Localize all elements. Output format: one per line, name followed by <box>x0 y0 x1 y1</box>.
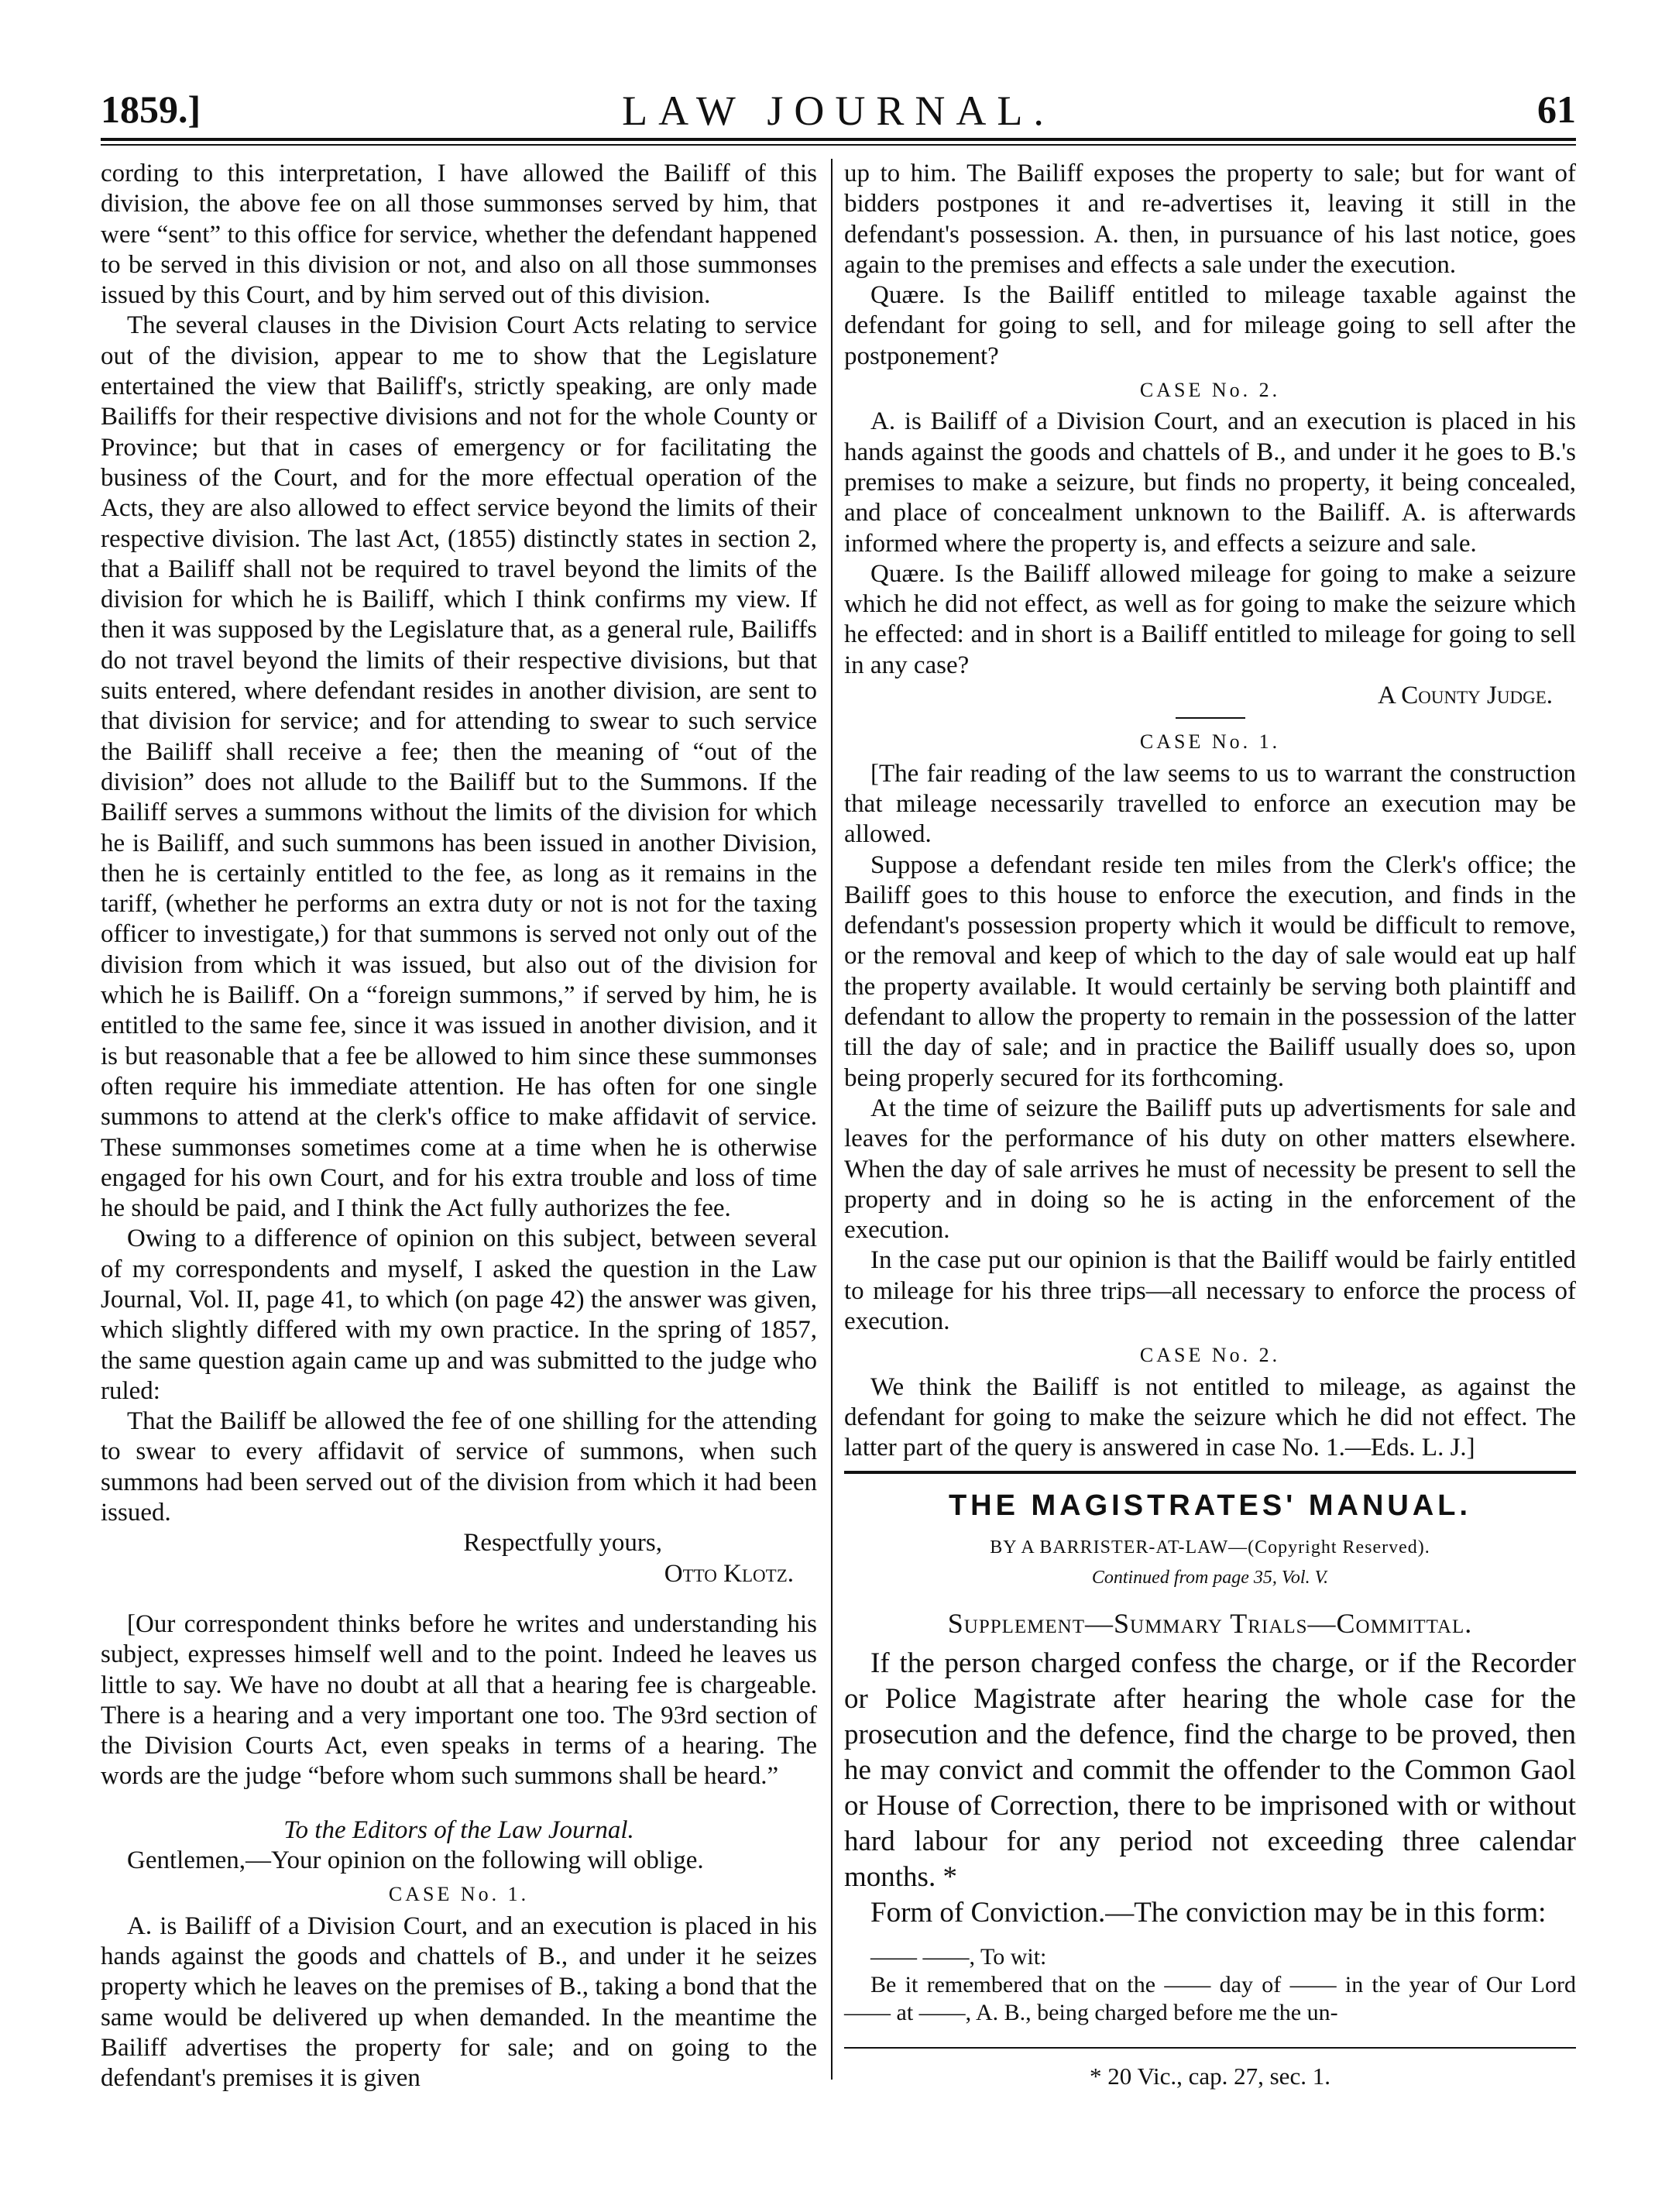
paragraph: Owing to a difference of opinion on this subject, between several of my correspondents and myself, I asked the question in the Law Journal, Vol. II, page 41, to which (on page 42) the answer was given, which slightly differed with my own practice. In the spring of 1857, the same question again came up and was submitted to the judge who ruled: <box>101 1224 817 1405</box>
editorial-reply: [Our correspondent thinks before he writes and understanding his subject, expresses himself well and to the point. Indeed he leaves us little to say. We have no doubt at all that a hearing fee is chargeable. There is a hearing and a very important one too. The 93rd section of the Division Courts Act, even speaks in terms of a hearing. The words are the judge “before whom such summons shall be heard.” <box>101 1609 817 1791</box>
signature: Otto Klotz. <box>664 1559 794 1588</box>
paragraph: up to him. The Bailiff exposes the property to sale; but for want of bidders postpones it and re-advertises it, leaving it still in the defendant's possession. A. then, in pursuance of his last notice, goes again to the premises and effects a sale under the execution. <box>844 160 1576 279</box>
section-rule <box>844 1471 1576 1474</box>
query: Quære. Is the Bailiff allowed mileage for going to make a seizure which he did not effect, as well as for going to make the seizure which he effected: and in short is a Bailiff entitled to mileage for going to sell in any case? <box>844 559 1576 679</box>
query: Quære. Is the Bailiff entitled to mileage taxable against the defendant for going to sell, and for mileage going to sell after the postponement? <box>844 281 1576 370</box>
footnote-rule <box>844 2047 1576 2049</box>
journal-title: LAW JOURNAL. <box>622 88 1055 134</box>
paragraph: A. is Bailiff of a Division Court, and an execution is placed in his hands against the goods and chattels of B., and under it he seizes property which he leaves on the premises of B., taking a bond that the same would be delivered up when demanded. In the meantime the Bailiff advertises the property for sale; and on going to the defendant's premises it is given <box>101 1911 817 2093</box>
paragraph: If the person charged confess the charge, or if the Recorder or Police Magistrate after hearing the whole case for the prosecution and the defence, find the charge to be proved, then he may convict and commit the offender to the Common Gaol or House of Correction, there to be imprisoned with or without hard labour for any period not exceeding three calendar months. * <box>844 1647 1576 1893</box>
paragraph: That the Bailiff be allowed the fee of one shilling for the attending to swear to every affidavit of service of summons, when such summons had been served out of the division from which it had been issued. <box>101 1407 817 1527</box>
case-heading: CASE No. 2. <box>1139 379 1281 402</box>
paragraph: We think the Bailiff is not entitled to mileage, as against the defendant for going to make the seizure which he did not effect. The latter part of the query is answered in case No. 1.—Eds. L. J.] <box>844 1372 1576 1462</box>
paragraph: Suppose a defendant reside ten miles from the Clerk's office; the Bailiff goes to this house to enforce the execution, and finds in the defendant's possession property which it would be difficult to remove, or the removal and keep of which to the day of sale would eat up half the property available. It would certainly be serving both plaintiff and defendant to allow the property to remain in the possession of the latter till the day of sale; and in practice the Bailiff usually does so, upon being properly secured for its forthcoming. <box>844 850 1576 1092</box>
form-text <box>844 1943 1576 2027</box>
salutation: Gentlemen,—Your opinion on the following will oblige. <box>127 1846 704 1875</box>
subsection-heading: Supplement—Summary Trials—Committal. <box>947 1608 1473 1640</box>
footnote: * 20 Vic., cap. 27, sec. 1. <box>1090 2062 1330 2090</box>
byline: BY A BARRISTER-AT-LAW—(Copyright Reserved). <box>990 1537 1430 1558</box>
paragraph: In the case put our opinion is that the Bailiff would be fairly entitled to mileage for his three trips—all necessary to enforce the process of execution. <box>844 1246 1576 1335</box>
closing-line: Respectfully yours, <box>463 1529 662 1558</box>
running-header <box>101 87 1576 133</box>
right-column <box>844 159 1576 2091</box>
page-number: 61 <box>1537 88 1576 131</box>
header-year: 1859.] <box>101 88 201 131</box>
signature: A County Judge. <box>1378 682 1553 710</box>
form-line: Be it remembered that on the —— day of —— in the year of Our Lord —— at ——, A. B., being charged before me the un- <box>844 1971 1576 2025</box>
divider <box>1176 717 1245 719</box>
header-rule-thin <box>101 144 1576 146</box>
section-title: THE MAGISTRATES' MANUAL. <box>948 1489 1472 1523</box>
paragraph: At the time of seizure the Bailiff puts up advertisments for sale and leaves for the performance of his duty on other matters elsewhere. When the day of sale arrives he must of necessity be present to sell the property and in doing so he is acting in the enforcement of the execution. <box>844 1094 1576 1245</box>
left-column <box>101 159 817 2094</box>
letter-heading: To the Editors of the Law Journal. <box>283 1815 634 1844</box>
paragraph: cording to this interpretation, I have allowed the Bailiff of this division, the above fee on all those summonses served by him, that were “sent” to this office for service, whether the defendant happened to be served in this division or not, and also on all those summonses issued by this Court, and by him served out of this division. <box>101 160 817 310</box>
form-line: —— ——, To wit: <box>870 1943 1047 1970</box>
continued-note: Continued from page 35, Vol. V. <box>1091 1568 1329 1589</box>
case-heading: CASE No. 1. <box>388 1883 530 1906</box>
paragraph: The several clauses in the Division Court Acts relating to service out of the division, appear to me to show that the Legislature entertained the view that Bailiff's, strictly speaking, are only made Bailiffs for their respective divisions and not for the whole County or Province; but that in cases of emergency or for facilitating the business of the Court, and for the more effectual operation of the Acts, they are also allowed to effect service beyond the limits of their respective division. The last Act, (1855) distinctly states in section 2, that a Bailiff shall not be required to travel beyond the limits of the division for which he is Bailiff, which I think confirms my view. If then it was supposed by the Legislature that, as a general rule, Bailiffs do not travel beyond the limits of their respective divisions, but that suits entered, where defendant resides in another division, are sent to that division for service; and for attending to swear to such service the Bailiff shall receive a fee; then the meaning of “out of the division” does not allude to the Bailiff but to the Summons. If the Bailiff serves a summons without the limits of the division for which he is Bailiff, and such summons has been issued in another Division, then he is certainly entitled to the fee, as long as it remains in the tariff, (whether he performs an extra duty or not is not for the taxing officer to investigate,) for that summons is served not only out of the division from which it was issued, but also out of the division for which he is Bailiff. On a “foreign summons,” if served by him, he is entitled to the same fee, since it was issued in another division, and it is but reasonable that a fee be allowed to him since these summonses often require his immediate attention. He has often for one single summons to attend at the clerk's office to make affidavit of service. These summonses sometimes come at a time when he is otherwise engaged for his own Court, and for his extra trouble and loss of time he should be paid, and I think the Act fully authorizes the fee. <box>101 311 817 1223</box>
paragraph: Form of Conviction.—The conviction may be in this form: <box>870 1896 1547 1929</box>
paragraph: [The fair reading of the law seems to us to warrant the construction that mileage necessarily travelled to enforce an execution may be allowed. <box>844 759 1576 849</box>
case-heading: CASE No. 1. <box>1139 730 1281 754</box>
header-rule-thick <box>101 138 1576 141</box>
case-heading: CASE No. 2. <box>1139 1344 1281 1367</box>
paragraph: A. is Bailiff of a Division Court, and an execution is placed in his hands against the goods and chattels of B., and under it he goes to B.'s premises to make a seizure, but finds no property, it being concealed, and place of concealment unknown to the Bailiff. A. is afterwards informed where the property is, and effects a seizure and sale. <box>844 407 1576 558</box>
column-divider <box>831 159 833 2080</box>
